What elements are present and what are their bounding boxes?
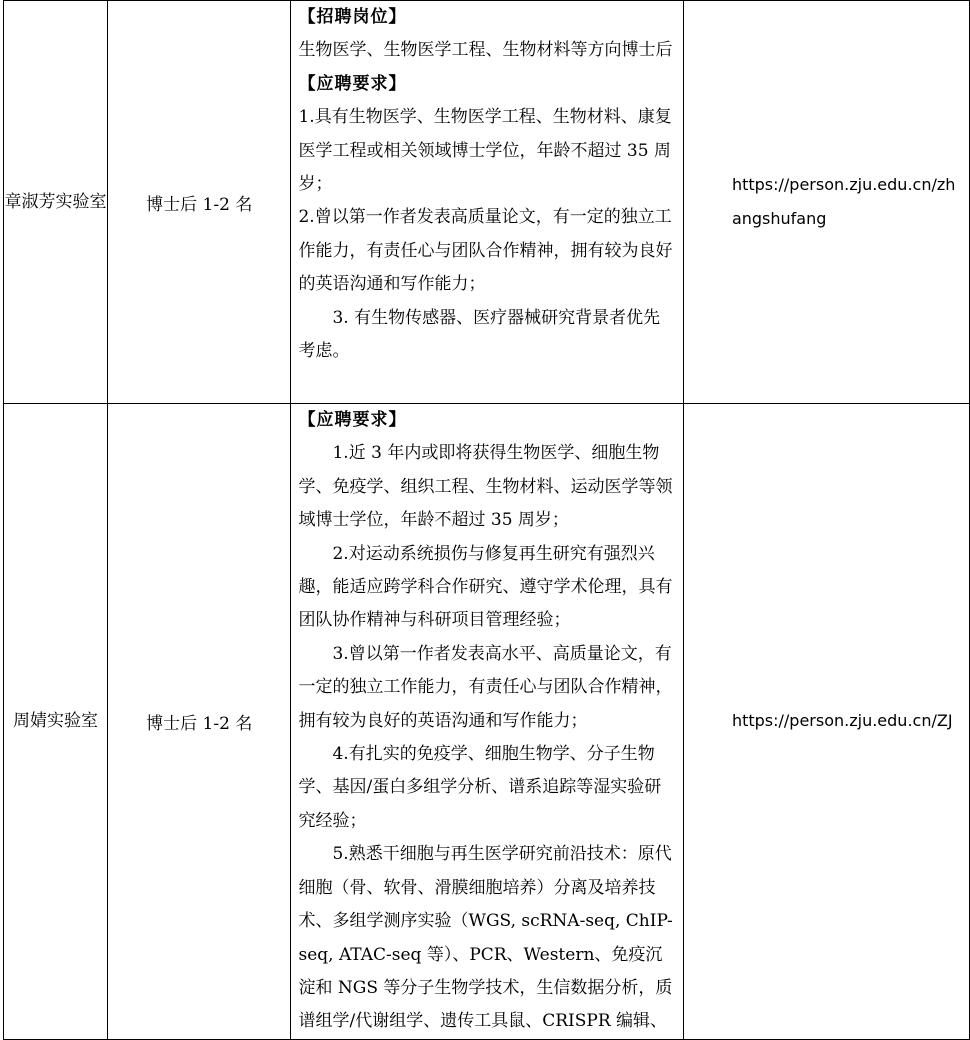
recruit-heading: 【招聘岗位】 (298, 7, 407, 27)
requirements-cell (291, 1, 683, 404)
position-count: 博士后 1-2 名 (146, 194, 253, 215)
requirement-item: 4.有扎实的免疫学、细胞生物学、分子生物学、基因/蛋白多组学分析、谱系追踪等湿实验研究经验； (298, 744, 662, 831)
lab-name: 章淑芳实验室 (4, 191, 107, 212)
url-cell (683, 404, 969, 1040)
url-cell (683, 1, 969, 404)
recruitment-table (3, 0, 970, 1040)
requirement-item: 3. 有生物传感器、医疗器械研究背景者优先考虑。 (298, 307, 661, 362)
position-count: 博士后 1-2 名 (146, 713, 253, 734)
recruit-body: 生物医学、生物医学工程、生物材料等方向博士后 (298, 40, 673, 61)
requirements-cell (291, 404, 683, 1040)
requirement-item: 3.曾以第一作者发表高水平、高质量论文，有一定的独立工作能力，有责任心与团队合作精神，拥有较为良好的英语沟通和写作能力； (298, 643, 673, 731)
requirements-heading: 【应聘要求】 (298, 410, 407, 430)
lab-name-cell (4, 1, 108, 404)
position-cell (107, 1, 291, 404)
homepage-link[interactable]: https://person.zju.edu.cn/ZJ (731, 711, 953, 731)
position-cell (107, 404, 291, 1040)
table-row (4, 1, 970, 404)
lab-name: 周婧实验室 (12, 710, 98, 731)
requirement-item: 1.近 3 年内或即将获得生物医学、细胞生物学、免疫学、组织工程、生物材料、运动医学等领域博士学位，年龄不超过 35 周岁； (298, 443, 673, 531)
requirement-item: 2.对运动系统损伤与修复再生研究有强烈兴趣，能适应跨学科合作研究、遵守学术伦理，具有团队协作精神与科研项目管理经验； (298, 543, 673, 631)
requirement-item: 1.具有生物医学、生物医学工程、生物材料、康复医学工程或相关领域博士学位，年龄不超过 35 周岁； (298, 107, 672, 195)
table-row (4, 404, 970, 1040)
lab-name-cell (4, 404, 108, 1040)
requirement-item: 2.曾以第一作者发表高质量论文，有一定的独立工作能力，有责任心与团队合作精神，拥有较为良好的英语沟通和写作能力； (298, 207, 673, 295)
requirement-item: 5.熟悉干细胞与再生医学研究前沿技术：原代细胞（骨、软骨、滑膜细胞培养）分离及培养技术、多组学测序实验（WGS, scRNA-seq, ChIP-seq, ATAC-seq 等）、PCR、Western、免疫沉淀和 NGS 等分子生物学技术，生信数据分析，质谱组学/代谢组学、遗传工具鼠、CRISPR 编辑、 (298, 844, 673, 1032)
homepage-link[interactable]: https://person.zju.edu.cn/zhangshufang (731, 175, 956, 228)
requirements-heading: 【应聘要求】 (298, 73, 407, 94)
